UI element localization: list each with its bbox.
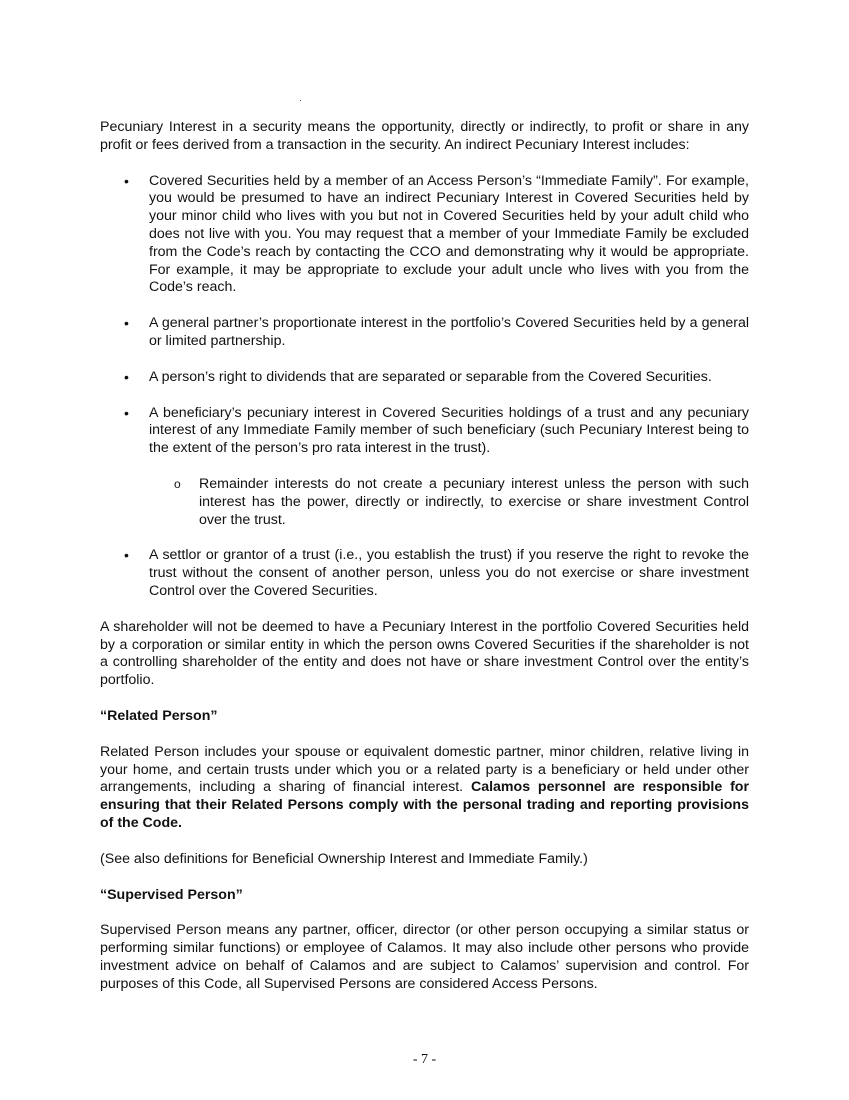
bullet-icon: •	[124, 547, 129, 564]
see-also-note: (See also definitions for Beneficial Ownership Interest and Immediate Family.)	[100, 850, 588, 867]
bullet-text: Covered Securities held by a member of an Access Person’s “Immediate Family”. For example, you would be presumed to have an indirect Pecuniary Interest in Covered Securities held by your minor child who lives with you but not in Covered Securities held by your adult child who does not live with you. You may request that a member of your Immediate Family be excluded from the Code’s reach by contacting the CCO and demonstrating why it would be appropriate. For example, it may be appropriate to exclude your adult uncle who lives with you from the Code’s reach.	[149, 172, 749, 296]
sub-bullet-text: Remainder interests do not create a pecuniary interest unless the person with such interest has the power, directly or indirectly, to exercise or share investment Control over the trust.	[199, 475, 749, 528]
circle-bullet-icon: o	[174, 476, 181, 491]
list-item	[100, 547, 749, 600]
list-item	[100, 173, 749, 298]
list-item	[100, 369, 749, 387]
bullet-icon: •	[124, 368, 129, 385]
related-person-text: Related Person includes your spouse or equivalent domestic partner, minor children, relative living in your home, and certain trusts under which you or a related party is a beneficiary or held under other arrangements, including a sharing of financial interest.	[100, 743, 749, 796]
stray-dot	[300, 100, 301, 101]
sub-list-item	[100, 476, 749, 529]
bullet-text: A general partner’s proportionate interest in the portfolio’s Covered Securities held by a general or limited partnership.	[149, 315, 749, 349]
bullet-icon: •	[124, 315, 129, 332]
list-item	[100, 405, 749, 458]
bullet-text: A person’s right to dividends that are separated or separable from the Covered Securities.	[149, 368, 712, 385]
bullet-text: A beneficiary’s pecuniary interest in Covered Securities holdings of a trust and any pecuniary interest of any Immediate Family member of such beneficiary (such Pecuniary Interest being to the extent of the person’s pro rata interest in the trust).	[149, 404, 749, 457]
list-item	[100, 315, 749, 351]
bullet-icon: •	[124, 404, 129, 421]
related-person-bold-text: Calamos personnel are responsible for ensuring that their Related Persons comply with the personal trading and reporting provisions of the Code.	[100, 779, 749, 831]
shareholder-paragraph: A shareholder will not be deemed to have a Pecuniary Interest in the portfolio Covered Securities held by a corporation or similar entity in which the person owns Covered Securities if the shareholder is not a controlling shareholder of the entity and does not have or share investment Control over the entity’s portfolio.	[100, 618, 749, 689]
supervised-person-paragraph: Supervised Person means any partner, officer, director (or other person occupying a similar status or performing similar functions) or employee of Calamos. It may also include other persons who provide investment advice on behalf of Calamos and are subject to Calamos’ supervision and control. For purposes of this Code, all Supervised Persons are considered Access Persons.	[100, 922, 749, 992]
bullet-icon: •	[124, 172, 129, 189]
page-number: - 7 -	[412, 1052, 437, 1067]
related-person-heading: “Related Person”	[100, 707, 218, 724]
document-body	[100, 119, 749, 993]
pecuniary-intro: Pecuniary Interest in a security means the opportunity, directly or indirectly, to profit or share in any profit or fees derived from a transaction in the security. An indirect Pecuniary Interest includes:	[100, 119, 749, 153]
bullet-text: A settlor or grantor of a trust (i.e., you establish the trust) if you reserve the right to revoke the trust without the consent of another person, unless you do not exercise or share investment Control over the Covered Securities.	[149, 547, 749, 599]
related-person-paragraph	[100, 744, 749, 833]
supervised-person-heading: “Supervised Person”	[100, 886, 243, 903]
